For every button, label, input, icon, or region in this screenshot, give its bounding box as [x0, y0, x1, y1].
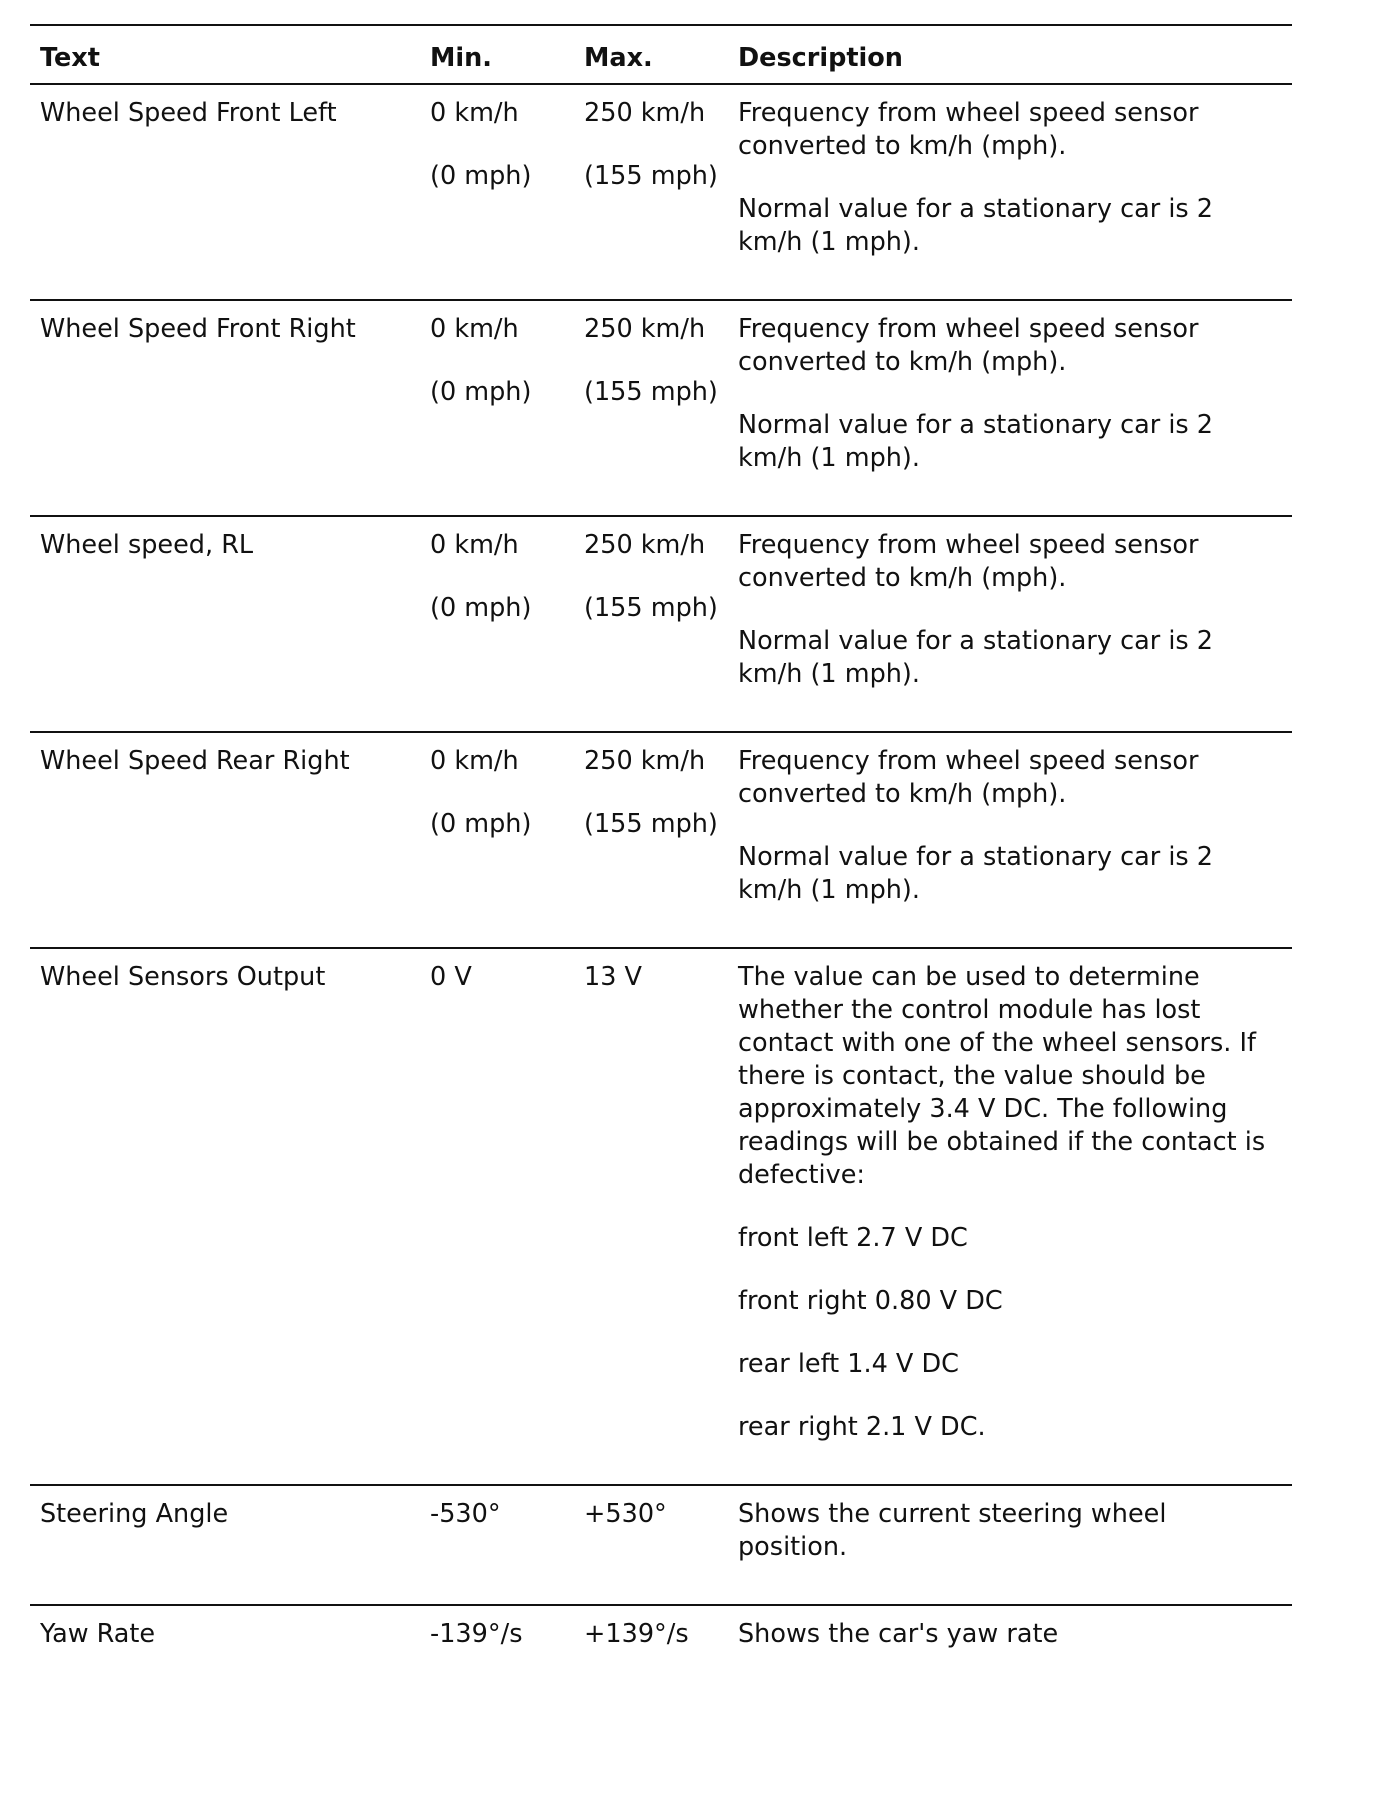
row-description [728, 948, 1292, 1485]
row-min-line: -139°/s [430, 1619, 523, 1649]
row-max [574, 1485, 728, 1605]
row-min-line: 0 km/h [430, 98, 519, 128]
row-description-line: Shows the current steering wheel position. [738, 1499, 1167, 1562]
parameter-table [30, 24, 1292, 1691]
row-description-line: Frequency from wheel speed sensor converted to km/h (mph). [738, 530, 1199, 593]
row-description [728, 732, 1292, 948]
table-body [30, 84, 1292, 1691]
row-min-line: 0 km/h [430, 530, 519, 560]
header-min: Min. [420, 25, 574, 84]
parameter-document [30, 24, 1292, 1691]
row-description-line: Frequency from wheel speed sensor converted to km/h (mph). [738, 314, 1199, 377]
row-description [728, 516, 1292, 732]
row-max [574, 948, 728, 1485]
row-max [574, 84, 728, 300]
row-min-line: 0 V [430, 962, 472, 992]
table-header [30, 25, 1292, 84]
row-min-line: (0 mph) [430, 593, 532, 623]
row-min-line: (0 mph) [430, 809, 532, 839]
row-min-line: 0 km/h [430, 746, 519, 776]
row-min-line: 0 km/h [430, 314, 519, 344]
row-min [420, 1485, 574, 1605]
row-min [420, 84, 574, 300]
header-description: Description [728, 25, 1292, 84]
row-max-line: +530° [584, 1499, 667, 1529]
row-max [574, 516, 728, 732]
table-row [30, 84, 1292, 300]
row-description-line: Frequency from wheel speed sensor converted to km/h (mph). [738, 746, 1199, 809]
row-min [420, 1605, 574, 1691]
row-max-line: (155 mph) [584, 161, 718, 191]
table-row [30, 1485, 1292, 1605]
header-text: Text [30, 25, 420, 84]
table-row [30, 948, 1292, 1485]
row-max-line: (155 mph) [584, 593, 718, 623]
row-max [574, 300, 728, 516]
table-row [30, 1605, 1292, 1691]
table-row [30, 300, 1292, 516]
row-text: Wheel Speed Front Left [40, 98, 337, 128]
row-description-line: rear left 1.4 V DC [738, 1349, 959, 1379]
row-min [420, 300, 574, 516]
row-min [420, 516, 574, 732]
row-max-line: 13 V [584, 962, 642, 992]
row-description-line: Normal value for a stationary car is 2 km/h (1 mph). [738, 626, 1214, 689]
row-max [574, 1605, 728, 1691]
row-description [728, 1485, 1292, 1605]
row-text: Steering Angle [40, 1499, 229, 1529]
row-max-line: 250 km/h [584, 530, 706, 560]
row-description-line: Frequency from wheel speed sensor converted to km/h (mph). [738, 98, 1199, 161]
row-max-line: (155 mph) [584, 377, 718, 407]
row-description-line: front left 2.7 V DC [738, 1223, 968, 1253]
row-min-line: (0 mph) [430, 377, 532, 407]
row-min [420, 948, 574, 1485]
header-max: Max. [574, 25, 728, 84]
row-text: Yaw Rate [40, 1619, 156, 1649]
row-max-line: 250 km/h [584, 746, 706, 776]
row-description-line: Normal value for a stationary car is 2 km/h (1 mph). [738, 410, 1214, 473]
row-max [574, 732, 728, 948]
row-description-line: Normal value for a stationary car is 2 km/h (1 mph). [738, 842, 1214, 905]
row-description-line: rear right 2.1 V DC. [738, 1412, 986, 1442]
row-description-line: Shows the car's yaw rate [738, 1619, 1059, 1649]
table-row [30, 516, 1292, 732]
row-max-line: (155 mph) [584, 809, 718, 839]
row-text: Wheel Speed Front Right [40, 314, 356, 344]
row-description-line: front right 0.80 V DC [738, 1286, 1003, 1316]
row-max-line: 250 km/h [584, 314, 706, 344]
row-min-line: (0 mph) [430, 161, 532, 191]
table-row [30, 732, 1292, 948]
row-text: Wheel speed, RL [40, 530, 254, 560]
row-description [728, 1605, 1292, 1691]
row-text: Wheel Speed Rear Right [40, 746, 350, 776]
header-row [30, 25, 1292, 84]
row-max-line: 250 km/h [584, 98, 706, 128]
row-max-line: +139°/s [584, 1619, 689, 1649]
row-text: Wheel Sensors Output [40, 962, 326, 992]
row-min [420, 732, 574, 948]
row-description [728, 300, 1292, 516]
row-description-line: Normal value for a stationary car is 2 km/h (1 mph). [738, 194, 1214, 257]
row-description [728, 84, 1292, 300]
row-description-line: The value can be used to determine whether the control module has lost contact with one of the wheel sensors. If there is contact, the value should be approximately 3.4 V DC. The following readings will be obtained if the contact is defective: [738, 962, 1266, 1190]
row-min-line: -530° [430, 1499, 501, 1529]
